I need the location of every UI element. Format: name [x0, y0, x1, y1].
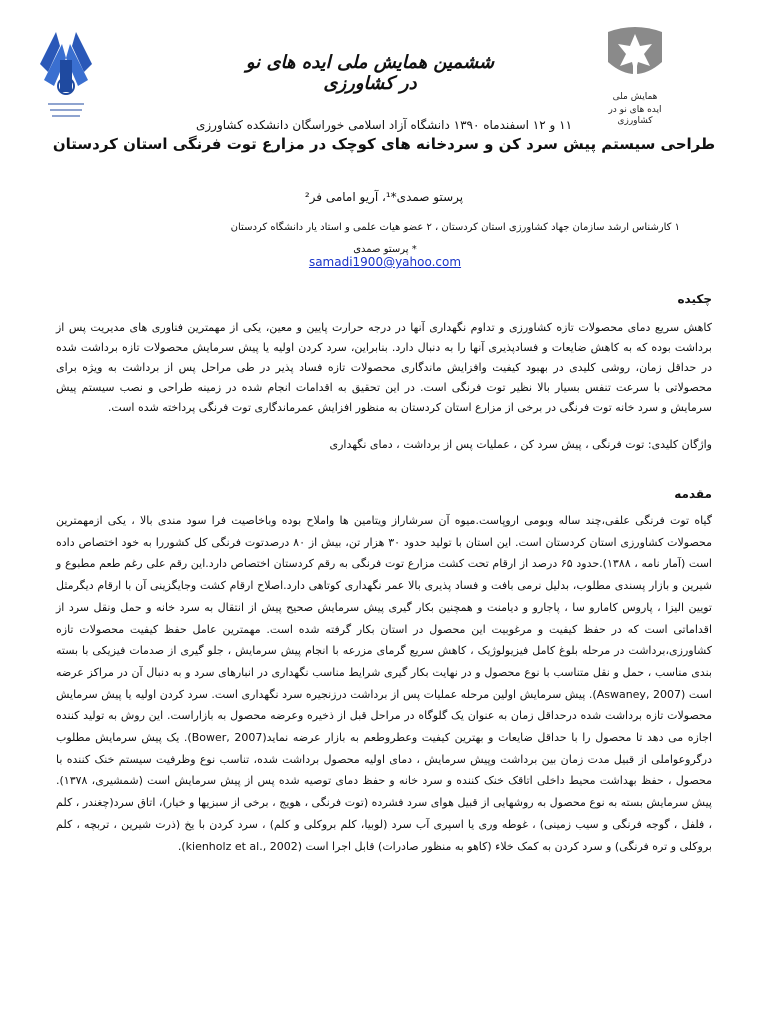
keywords: واژگان کلیدی: توت فرنگی ، پیش سرد کن ، عملیات پس از برداشت ، دمای نگهداری — [329, 438, 712, 451]
corresponding-author — [90, 244, 680, 269]
email-link[interactable]: samadi1900@yahoo.com — [308, 255, 462, 269]
intro-text: گیاه توت فرنگی علفی،چند ساله وبومی اروپاست.میوه آن سرشاراز ویتامین ها واملاح بوده وباخاصیت فرا سود مندی بالا ، یکی ازمهمترین محصولات کشاورزی استان کردستان است. این استان با تولید حدود ۳۰ هزار تن، بیش از ۸۰ درصدتوت فرنگی کل کشوررا به خود اختصاص داده است (آمار نامه ، ۱۳۸۸).حدود ۶۵ درصد از ارقام تحت کشت مزارع توت فرنگی به رقم کردستان اختصاص دارد.این رقم علی رغم طعم مطبوع و شیرین و بازار پسندی مطلوب، بدلیل نرمی بافت و فساد پذیری بالا عمر نگهداری کوتاهی دارد.اصلاح ارقام کشت وجایگزینی آن با ارقام دیگرمثل تویین الیزا ، پاروس کامارو سا ، پاجارو و دیامنت و همچنین بکار گیری پیش سرمایش صحیح پیش از انتقال به سرد خانه و حمل ونقل سرد از اقداماتی است که در حفظ کیفیت و مرغوبیت این محصول در استان بکار گرفته شده است. مهمترین عامل حفظ کیفیت محصولات تازه کشاورزی،برداشت در مرحله بلوغ کامل فیزیولوژیک ، کاهش سریع گرمای مزرعه با انجام پیش سرمایش ، جلو گیری از صدمات فیزیکی با بسته بندی مناسب ، حمل و نقل متناسب با نوع محصول و در نهایت بکار گیری شرایط مناسب نگهداری در انبارهای سرد و به دنبال آن در مراکز عرضه است (Aswaney, 2007). پیش سرمایش اولین مرحله عملیات پس از برداشت درزنجیره سرد نگهداری است. سرد کردن اولیه یا پیش سرمایش محصولات تازه برداشت شده درحداقل زمان به عنوان یک گلوگاه در مراحل قبل از ذخیره وعرضه محصول به بازاراست. این روش به تولید کننده اجازه می دهد تا محصول را با حداقل ضایعات و بهترین کیفیت وعطروطعم به بازار عرضه نماید(Bower, 2007). یک پیش سرمایش مطلوب درگروعواملی از قبیل مدت زمان بین برداشت وپیش سرمایش ، دمای اولیه محصول برداشت شده، تناسب نوع وظرفیت سیستم خنک کننده با محصول ، حفظ بهداشت محیط داخلی اتاقک خنک کننده و سرد خانه و حفظ دمای توصیه شده پس از پیش سرمایش است (شمشیری، ۱۳۷۸). پیش سرمایش بسته به نوع محصول به روشهایی از قبیل هوای سرد فشرده (توت فرنگی ، هویج ، برخی از سبزیها و خیار)، اتاق سرد(چغندر ، کلم ، فلفل ، گوجه فرنگی و سیب زمینی) ، غوطه وری یا اسپری آب سرد (لوبیا، کلم بروکلی و کلم) ، سرد کردن با یخ (ذرت شیرین ، تربچه ، کلم بروکلی و تره فرنگی) و سرد کردن به کمک خلاء (کاهو به منظور صادرات) قابل اجرا است (kienholz et al., 2002). — [56, 514, 713, 853]
abstract-text: کاهش سریع دمای محصولات تازه کشاورزی و تداوم نگهداری آنها در درجه حرارت پایین و معین، یکی از مهمترین فناوری های مدیریت پس از برداشت بوده که به کاهش ضایعات و فسادپذیری آنها را به دنبال دارد. بنابراین، سرد کردن اولیه یا پیش سرمایش محصولات تازه برداشت شده در حداقل زمان، روشی کلیدی در بهبود کیفیت وافزایش ماندگاری محصولات تازه فساد پذیر در طی مراحل پس از برداشت به ویژه برای محصولاتی با سرعت تنفس بسیار بالا نظیر توت فرنگی است. در این تحقیق به اقدامات انجام شده در زمینه طراحی و نصب سیستم پیش سرمایش و سرد خانه توت فرنگی در برخی از مزارع استان کردستان به منظور افزایش عمرماندگاری توت فرنگی پرداخته شده است. — [56, 321, 712, 414]
author-list: پرستو صمدی*¹، آریو امامی فر² — [304, 190, 464, 204]
conference-logo — [600, 22, 670, 126]
intro-heading: مقدمه — [674, 487, 712, 501]
affiliations: ۱ کارشناس ارشد سازمان جهاد کشاورزی استان کردستان ، ۲ عضو هیات علمی و استاد یار دانشگاه کردستان — [230, 222, 680, 233]
conference-title: ششمین همایش ملی ایده های نو در کشاورزی — [245, 52, 495, 94]
conference-logo-caption-1: همایش ملی — [612, 92, 658, 102]
abstract-heading: چکیده — [677, 292, 712, 306]
university-logo — [34, 24, 98, 122]
conference-date: ۱۱ و ۱۲ اسفندماه ۱۳۹۰ دانشگاه آزاد اسلامی خوراسگان دانشکده کشاورزی — [195, 118, 573, 132]
conference-logo-caption-2: ایده های نو در کشاورزی — [608, 105, 662, 126]
paper-title: طراحی سیستم پیش سرد کن و سردخانه های کوچک در مزارع توت فرنگی استان کردستان — [52, 135, 716, 153]
corresponding-author-label: * پرستو صمدی — [353, 244, 417, 255]
